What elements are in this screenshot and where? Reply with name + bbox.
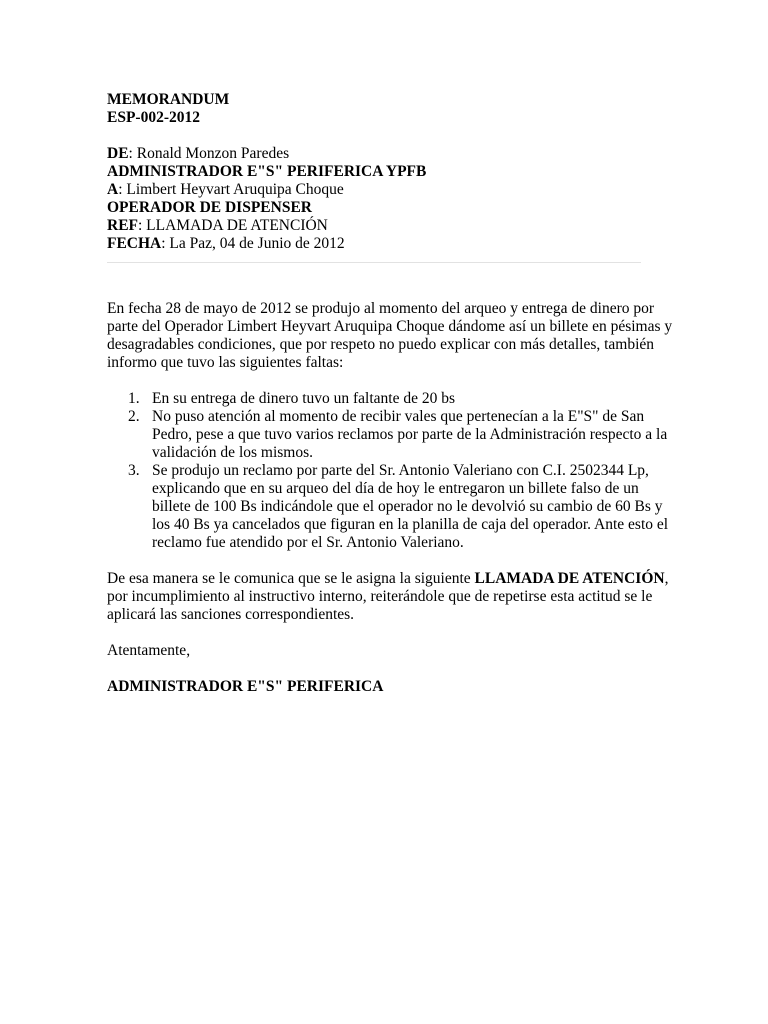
closing-text: De esa manera se le comunica que se le asigna la siguiente: [107, 570, 475, 587]
spacer: [107, 660, 655, 678]
list-item-line: billete de 100 Bs indicándole que el operador no le devolvió su cambio de 60 Bs y: [152, 498, 663, 515]
date-value: : La Paz, 04 de Junio de 2012: [161, 235, 345, 252]
list-item-line: Se produjo un reclamo por parte del Sr. Antonio Valeriano con C.I. 2502344 Lp,: [152, 462, 649, 479]
from-label: DE: [107, 145, 129, 162]
memo-code: ESP-002-2012: [107, 109, 200, 126]
salutation: Atentamente,: [107, 642, 191, 659]
spacer: [107, 127, 655, 145]
intro-line: parte del Operador Limbert Heyvart Aruquipa Choque dándome así un billete en pésimas y: [107, 318, 673, 335]
closing-emphasis: LLAMADA DE ATENCIÓN: [474, 570, 665, 587]
spacer: [107, 552, 655, 570]
list-item-line: Pedro, pese a que tuvo varios reclamos por parte de la Administración respecto a la: [152, 426, 668, 443]
intro-line: informo que tuvo las siguientes faltas:: [107, 354, 344, 371]
ref-label: REF: [107, 217, 138, 234]
closing-line: aplicará las sanciones correspondientes.: [107, 606, 355, 623]
to-label: A: [107, 181, 119, 198]
ref-field: [107, 217, 655, 235]
memo-title: MEMORANDUM: [107, 91, 230, 108]
list-item: [107, 462, 669, 552]
date-field: [107, 235, 655, 253]
date-label: FECHA: [107, 235, 162, 252]
faults-list: [107, 390, 669, 552]
list-item-line: No puso atención al momento de recibir vales que pertenecían a la E"S" de San: [152, 408, 645, 425]
list-item: [107, 390, 655, 408]
intro-line: desagradables condiciones, que por respeto no puedo explicar con más detalles, también: [107, 336, 655, 353]
list-item: [107, 408, 668, 462]
to-field: [107, 181, 655, 199]
closing-paragraph: [107, 570, 669, 624]
list-item-line: validación de los mismos.: [152, 444, 314, 461]
spacer: [107, 624, 655, 642]
closing-line: por incumplimiento al instructivo interno, reiterándole que de repetirse esta actitud se le: [107, 588, 653, 605]
intro-paragraph: [107, 300, 673, 372]
ref-value: : LLAMADA DE ATENCIÓN: [138, 217, 328, 234]
list-item-line: reclamo fue atendido por el Sr. Antonio Valeriano.: [152, 534, 464, 551]
signature: ADMINISTRADOR E"S" PERIFERICA: [107, 678, 384, 695]
closing-comma: ,: [664, 570, 669, 587]
list-item-line: los 40 Bs ya cancelados que figuran en la planilla de caja del operador. Ante esto el: [152, 516, 669, 533]
to-role: OPERADOR DE DISPENSER: [107, 199, 312, 216]
memorandum-document: [107, 91, 673, 696]
closing-line: [107, 570, 669, 588]
spacer: [107, 372, 655, 390]
list-item-line: explicando que en su arqueo del día de hoy le entregaron un billete falso de un: [152, 480, 639, 497]
spacer: [107, 263, 655, 300]
from-role: ADMINISTRADOR E"S" PERIFERICA YPFB: [107, 163, 427, 180]
list-item-number: 3.: [128, 462, 140, 479]
list-item-number: 2.: [128, 408, 140, 425]
from-field: [107, 145, 655, 163]
intro-line: En fecha 28 de mayo de 2012 se produjo al momento del arqueo y entrega de dinero por: [107, 300, 655, 317]
to-value: : Limbert Heyvart Aruquipa Choque: [118, 181, 344, 198]
list-item-line: En su entrega de dinero tuvo un faltante de 20 bs: [152, 390, 456, 407]
list-item-number: 1.: [128, 390, 140, 407]
from-value: : Ronald Monzon Paredes: [128, 145, 290, 162]
